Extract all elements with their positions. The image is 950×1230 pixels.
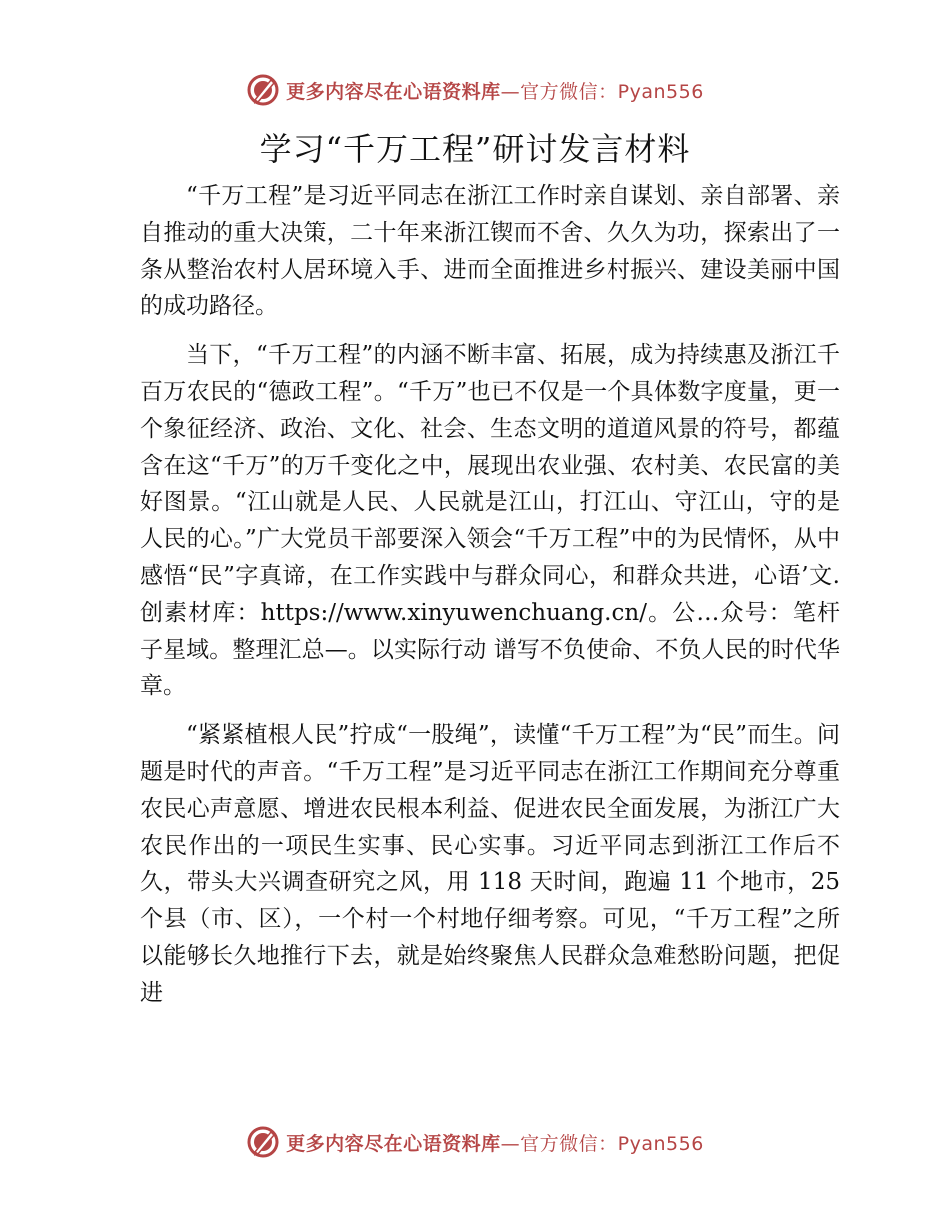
paragraph: 当下，“千万工程”的内涵不断丰富、拓展，成为持续惠及浙江千百万农民的“德政工程”。“千万”也已不仅是一个具体数字度量，更一个象征经济、政治、文化、社会、生态文明的道道风景的符号，都蕴含在这“千万”的万千变化之中，展现出农业强、农村美、农民富的美好图景。“江山就是人民、人民就是江山，打江山、守江山，守的是人民的心。”广大党员干部要深入领会“千万工程”中的为民情怀，从中感悟“民”字真谛，在工作实践中与群众同心，和群众共进，心语’文.创素材库：https://www.xinyuwenchuang.cn/。公…众号：笔杆子星域。整理汇总—。以实际行动 谱写不负使命、不负人民的时代华章。 — [140, 342, 840, 700]
watermark-text-bold: 更多内容尽在心语资料库 — [286, 1132, 501, 1155]
pen-circle-logo-icon — [246, 1125, 280, 1159]
header-watermark — [0, 70, 950, 110]
watermark-text-rest: —官方微信：Pyan556 — [500, 1132, 704, 1155]
document-body — [140, 178, 840, 1024]
pen-circle-logo-icon — [246, 73, 280, 107]
watermark-text — [286, 77, 704, 104]
footer-watermark — [0, 1122, 950, 1162]
watermark-text — [286, 1129, 704, 1156]
paragraph: “千万工程”是习近平同志在浙江工作时亲自谋划、亲自部署、亲自推动的重大决策，二十年来浙江锲而不舍、久久为功，探索出了一条从整治农村人居环境入手、进而全面推进乡村振兴、建设美丽中国的成功路径。 — [140, 183, 840, 320]
watermark-text-bold: 更多内容尽在心语资料库 — [286, 80, 501, 103]
watermark-text-rest: —官方微信：Pyan556 — [500, 80, 704, 103]
paragraph: “紧紧植根人民”拧成“一股绳”，读懂“千万工程”为“民”而生。问题是时代的声音。“千万工程”是习近平同志在浙江工作期间充分尊重农民心声意愿、增进农民根本利益、促进农民全面发展，为浙江广大农民作出的一项民生实事、民心实事。习近平同志到浙江工作后不久，带头大兴调查研究之风，用 118 天时间，跑遍 11 个地市，25 个县（市、区），一个村一个村地仔细考察。可见，“千万工程”之所以能够长久地推行下去，就是始终聚焦人民群众急难愁盼问题，把促进 — [140, 722, 840, 1006]
document-title: 学习“千万工程”研讨发言材料 — [259, 130, 691, 168]
